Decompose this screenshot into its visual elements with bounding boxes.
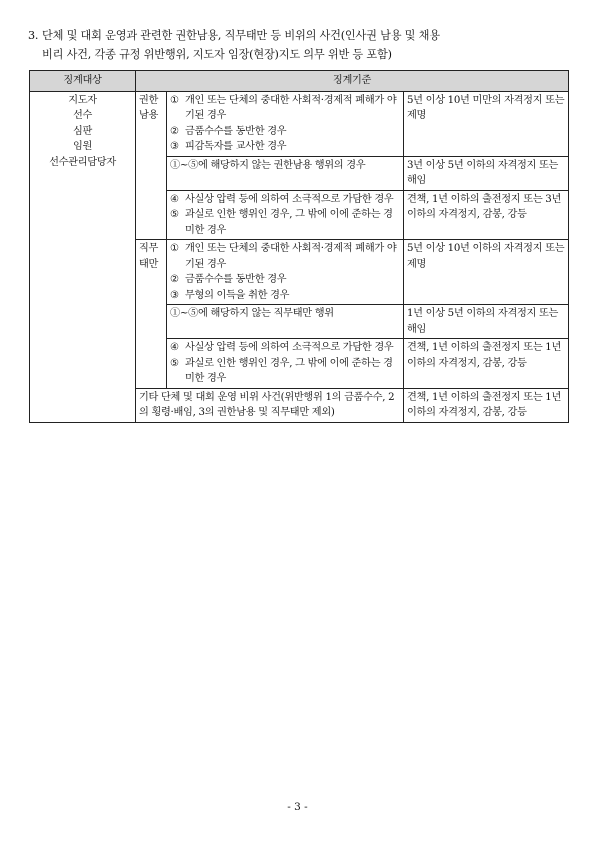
table-row (30, 91, 569, 156)
header-criteria: 징계기준 (136, 71, 569, 92)
item-text: 개인 또는 단체의 중대한 사회적·경제적 폐해가 야기된 경우 (185, 94, 397, 121)
list-item (170, 340, 400, 356)
list-item (170, 93, 400, 124)
other-conditions: 기타 단체 및 대회 운영 비위 사건(위반행위 1의 금품수수, 2의 횡령·배임, 3의 권한남용 및 직무태만 제외) (136, 388, 404, 422)
item-text: 피감독자를 교사한 경우 (185, 141, 287, 152)
section-heading (28, 26, 573, 64)
item-marker: ⑤ (170, 209, 179, 220)
target-item: 임원 (72, 141, 93, 152)
item-marker: ② (170, 125, 179, 137)
table-header-row (30, 71, 569, 92)
category-negligence: 직무태만 (136, 240, 167, 389)
item-marker: ③ (170, 141, 179, 152)
abuse-row2-penalty: 3년 이상 5년 이하의 자격정지 또는 해임 (404, 156, 569, 190)
discipline-table (29, 70, 569, 423)
item-text: 개인 또는 단체의 중대한 사회적·경제적 폐해가 야기된 경우 (185, 243, 397, 270)
negligence-row1-penalty: 5년 이상 10년 이하의 자격정지 또는 제명 (404, 240, 569, 305)
list-item (170, 124, 400, 140)
target-list (30, 91, 136, 422)
negligence-row2-conditions: ①~⑤에 해당하지 않는 직무태만 행위 (167, 305, 404, 339)
target-item: 선수관리담당자 (49, 156, 116, 168)
category-abuse: 권한남용 (136, 91, 167, 240)
item-text: 과실로 인한 행위인 경우, 그 밖에 이에 준하는 경미한 경우 (185, 209, 393, 236)
list-item (170, 356, 400, 387)
section-number: 3. (28, 29, 39, 42)
item-marker: ① (170, 243, 179, 254)
target-item: 지도자 (68, 94, 97, 106)
header-target: 징계대상 (30, 71, 136, 92)
item-text: 금품수수를 동반한 경우 (185, 125, 287, 137)
other-penalty: 견책, 1년 이하의 출전정지 또는 1년 이하의 자격정지, 감봉, 강등 (404, 388, 569, 422)
item-text: 과실로 인한 행위인 경우, 그 밖에 이에 준하는 경미한 경우 (185, 357, 393, 384)
section-heading-line2: 비리 사건, 각종 규정 위반행위, 지도자 임장(현장)지도 의무 위반 등 포함) (42, 48, 392, 61)
abuse-row3-conditions (167, 190, 404, 240)
abuse-row3-penalty: 견책, 1년 이하의 출전정지 또는 3년 이하의 자격정지, 감봉, 강등 (404, 190, 569, 240)
item-marker: ④ (170, 193, 179, 205)
item-marker: ① (170, 94, 179, 106)
list-item (170, 241, 400, 272)
list-item (170, 288, 400, 304)
item-marker: ② (170, 274, 179, 285)
list-item (170, 207, 400, 238)
item-marker: ④ (170, 342, 179, 353)
list-item (170, 192, 400, 208)
abuse-row1-conditions (167, 91, 404, 156)
section-heading-line1: 단체 및 대회 운영과 관련한 권한남용, 직무태만 등 비위의 사건(인사권 남용 및 채용 (42, 29, 440, 42)
abuse-row1-penalty: 5년 이상 10년 미만의 자격정지 또는 제명 (404, 91, 569, 156)
page-number: - 3 - (287, 801, 308, 813)
list-item (170, 272, 400, 288)
negligence-row3-conditions (167, 339, 404, 389)
item-text: 금품수수를 동반한 경우 (185, 274, 287, 285)
negligence-row2-penalty: 1년 이상 5년 이하의 자격정지 또는 해임 (404, 305, 569, 339)
list-item (170, 139, 400, 155)
target-item: 선수 (72, 110, 93, 121)
item-marker: ③ (170, 289, 179, 301)
target-item: 심판 (72, 125, 93, 137)
item-text: 무형의 이득을 취한 경우 (185, 289, 290, 301)
item-marker: ⑤ (170, 357, 179, 369)
item-text: 사실상 압력 등에 의하여 소극적으로 가담한 경우 (185, 193, 394, 205)
item-text: 사실상 압력 등에 의하여 소극적으로 가담한 경우 (185, 342, 394, 353)
negligence-row1-conditions (167, 240, 404, 305)
abuse-row2-conditions: ①~⑤에 해당하지 않는 권한남용 행위의 경우 (167, 156, 404, 190)
negligence-row3-penalty: 견책, 1년 이하의 출전정지 또는 1년 이하의 자격정지, 감봉, 강등 (404, 339, 569, 389)
